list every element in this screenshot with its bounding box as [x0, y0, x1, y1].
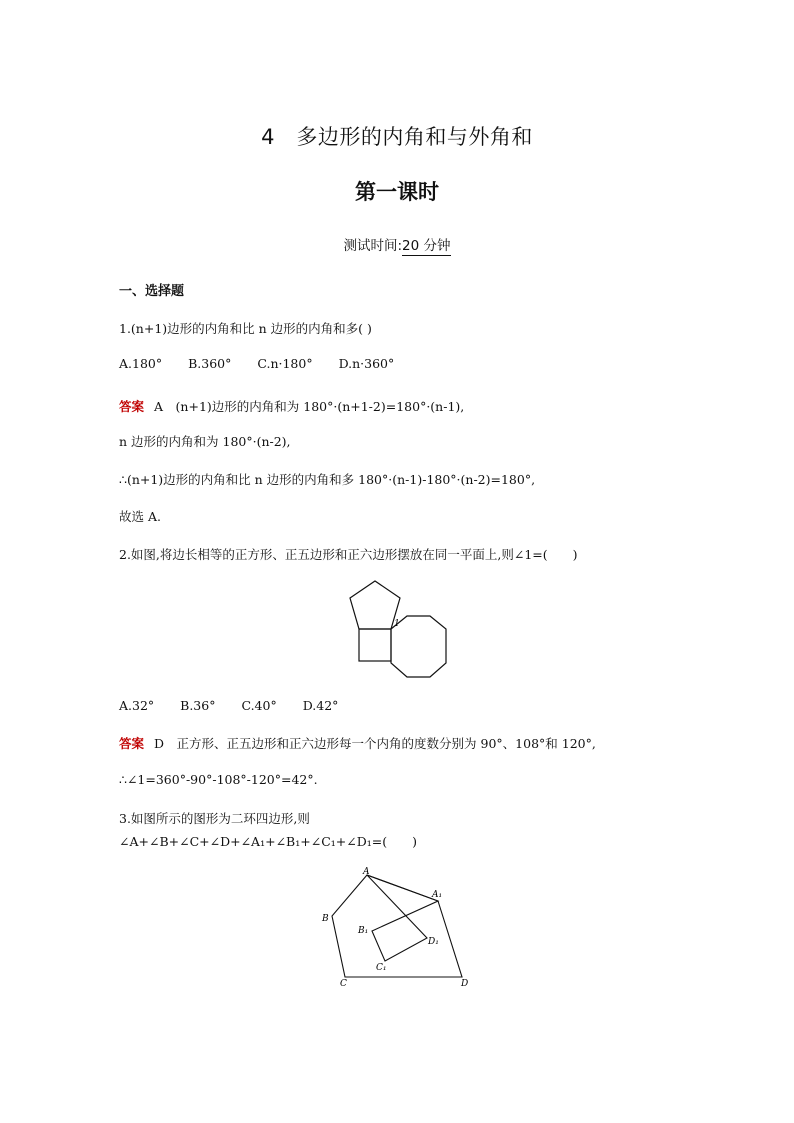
- test-time-label: 测试时间:: [343, 238, 403, 254]
- q1-answer-line-4: 故选 A.: [119, 509, 161, 524]
- q2-answer-line-1: [119, 734, 596, 752]
- label-c1: C₁: [376, 963, 387, 973]
- q2-option-c[interactable]: C.40°: [241, 698, 277, 713]
- q1-stem: 1.(n+1)边形的内角和比 n 边形的内角和多( ): [119, 321, 372, 336]
- q1-answer-line-3: ∴(n+1)边形的内角和比 n 边形的内角和多 180°·(n-1)-180°·(n-2)=180°,: [119, 472, 536, 487]
- q1-answer-line-1: [119, 397, 464, 415]
- q1-answer-label: 答案: [119, 399, 145, 414]
- q2-answer-label: 答案: [119, 736, 145, 751]
- label-a1: A₁: [432, 890, 443, 900]
- q2-options: [119, 698, 360, 713]
- q3-figure: [315, 865, 480, 990]
- test-time-value: 20 分钟: [402, 238, 451, 254]
- page-title: 4 多边形的内角和与外角和: [261, 125, 533, 149]
- q3-stem-line-2: ∠A+∠B+∠C+∠D+∠A₁+∠B₁+∠C₁+∠D₁=( ): [119, 834, 417, 849]
- q1-option-c[interactable]: C.n·180°: [257, 356, 313, 371]
- q1-option-a[interactable]: A.180°: [119, 356, 163, 371]
- q2-answer-text-1: D 正方形、正五边形和正六边形每一个内角的度数分别为 90°、108°和 120°,: [154, 736, 596, 751]
- pentagon-shape: [350, 581, 400, 629]
- label-a: A: [363, 867, 370, 877]
- page-subtitle: 第一课时: [355, 180, 439, 204]
- q2-answer-line-2: ∴∠1=360°-90°-108°-120°=42°.: [119, 772, 318, 787]
- q2-option-b[interactable]: B.36°: [180, 698, 216, 713]
- q3-stem-line-1: 3.如图所示的图形为二环四边形,则: [119, 811, 310, 826]
- inner-quadrilateral: [367, 875, 438, 961]
- q2-figure: [340, 580, 452, 680]
- label-b: B: [322, 914, 329, 924]
- label-d: D: [461, 979, 469, 989]
- label-b1: B₁: [358, 926, 369, 936]
- square-shape: [359, 629, 391, 661]
- outer-polygon: [332, 875, 462, 977]
- q2-option-d[interactable]: D.42°: [302, 698, 339, 713]
- q1-option-b[interactable]: B.360°: [188, 356, 232, 371]
- q1-answer-line-2: n 边形的内角和为 180°·(n-2),: [119, 434, 291, 449]
- q1-option-d[interactable]: D.n·360°: [338, 356, 395, 371]
- q2-option-a[interactable]: A.32°: [119, 698, 155, 713]
- label-d1: D₁: [428, 937, 439, 947]
- angle-1-label: 1: [394, 619, 400, 629]
- q1-answer-text-1: A (n+1)边形的内角和为 180°·(n+1-2)=180°·(n-1),: [154, 399, 465, 414]
- label-c: C: [340, 979, 347, 989]
- section-heading: 一、选择题: [119, 284, 185, 299]
- q2-stem: 2.如图,将边长相等的正方形、正五边形和正六边形摆放在同一平面上,则∠1=( ): [119, 547, 578, 562]
- q1-options: [119, 356, 416, 371]
- test-time: [0, 234, 794, 254]
